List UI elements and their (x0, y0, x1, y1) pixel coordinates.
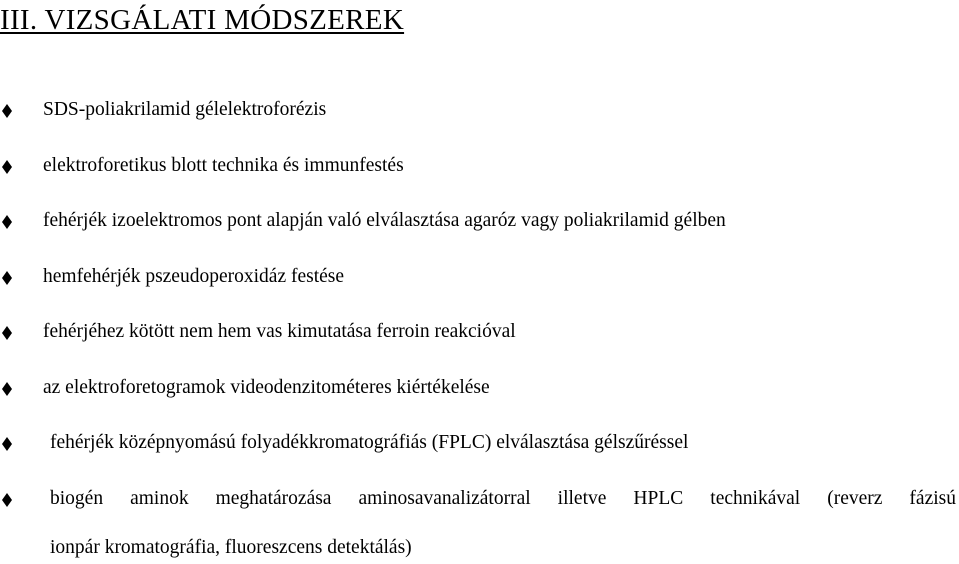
list-item: fehérjék izoelektromos pont alapján való elválasztása agaróz vagy poliakrilamid gélben (43, 210, 726, 231)
list-item-continuation: ionpár kromatográfia, fluoreszcens detektálás) (50, 537, 412, 558)
list-item: fehérjéhez kötött nem hem vas kimutatása ferroin reakcióval (43, 321, 516, 342)
diamond-bullet-icon (2, 493, 12, 507)
list-item: biogén aminok meghatározása aminosavanalizátorral illetve HPLC technikával (reverz fázisú (50, 488, 956, 509)
diamond-bullet-icon (2, 271, 12, 285)
list-item: SDS-poliakrilamid gélelektroforézis (43, 99, 327, 120)
diamond-bullet-icon (2, 382, 12, 396)
section-heading: III. VIZSGÁLATI MÓDSZEREK (0, 4, 405, 36)
list-item: elektroforetikus blott technika és immunfestés (43, 155, 404, 176)
list-item: az elektroforetogramok videodenzitométeres kiértékelése (43, 377, 490, 398)
diamond-bullet-icon (2, 160, 12, 174)
diamond-bullet-icon (2, 437, 12, 451)
diamond-bullet-icon (2, 104, 12, 118)
list-item: fehérjék középnyomású folyadékkromatográfiás (FPLC) elválasztása gélszűréssel (50, 432, 689, 453)
diamond-bullet-icon (2, 326, 12, 340)
diamond-bullet-icon (2, 215, 12, 229)
list-item: hemfehérjék pszeudoperoxidáz festése (43, 266, 345, 287)
